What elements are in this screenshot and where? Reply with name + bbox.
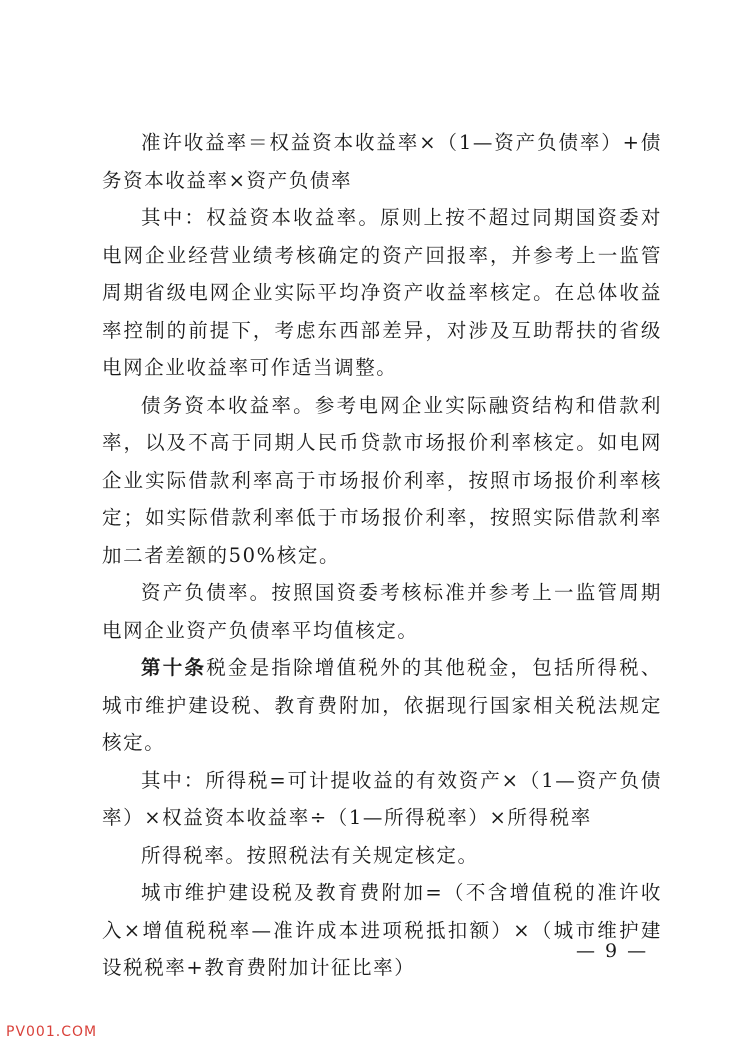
formula-allowed-return: 准许收益率＝权益资本收益率×（1—资产负债率）+债务资本收益率×资产负债率 bbox=[102, 131, 662, 192]
income-tax-rate-paragraph: 所得税率。按照税法有关规定核定。 bbox=[141, 843, 479, 867]
article-ten-text: 税金是指除增值税外的其他税金，包括所得税、城市维护建设税、教育费附加，依据现行国家相关税法规定核定。 bbox=[102, 656, 662, 754]
income-tax-formula: 其中：所得税=可计提收益的有效资产×（1—资产负债率）×权益资本收益率÷（1—所得税率）×所得税率 bbox=[102, 768, 662, 829]
debt-ratio-paragraph: 资产负债率。按照国资委考核标准并参考上一监管周期电网企业资产负债率平均值核定。 bbox=[102, 581, 662, 642]
article-ten-paragraph bbox=[102, 649, 662, 762]
equity-return-paragraph: 其中：权益资本收益率。原则上按不超过同期国资委对电网企业经营业绩考核确定的资产回报率，并参考上一监管周期省级电网企业实际平均净资产收益率核定。在总体收益率控制的前提下，考虑东西部差异，对涉及互助帮扶的省级电网企业收益率可作适当调整。 bbox=[102, 206, 662, 379]
document-body bbox=[102, 124, 662, 987]
debt-return-paragraph: 债务资本收益率。参考电网企业实际融资结构和借款利率，以及不高于同期人民币贷款市场报价利率核定。如电网企业实际借款利率高于市场报价利率，按照市场报价利率核定；如实际借款利率低于市场报价利率，按照实际借款利率加二者差额的50%核定。 bbox=[102, 393, 662, 567]
page-number: — 9 — bbox=[576, 940, 649, 962]
article-ten-heading: 第十条 bbox=[141, 656, 207, 679]
urban-tax-formula: 城市维护建设税及教育费附加=（不含增值税的准许收入×增值税税率—准许成本进项税抵扣额）×（城市维护建设税税率+教育费附加计征比率） bbox=[102, 881, 662, 979]
watermark-logo: PV001.COM bbox=[6, 1024, 98, 1040]
